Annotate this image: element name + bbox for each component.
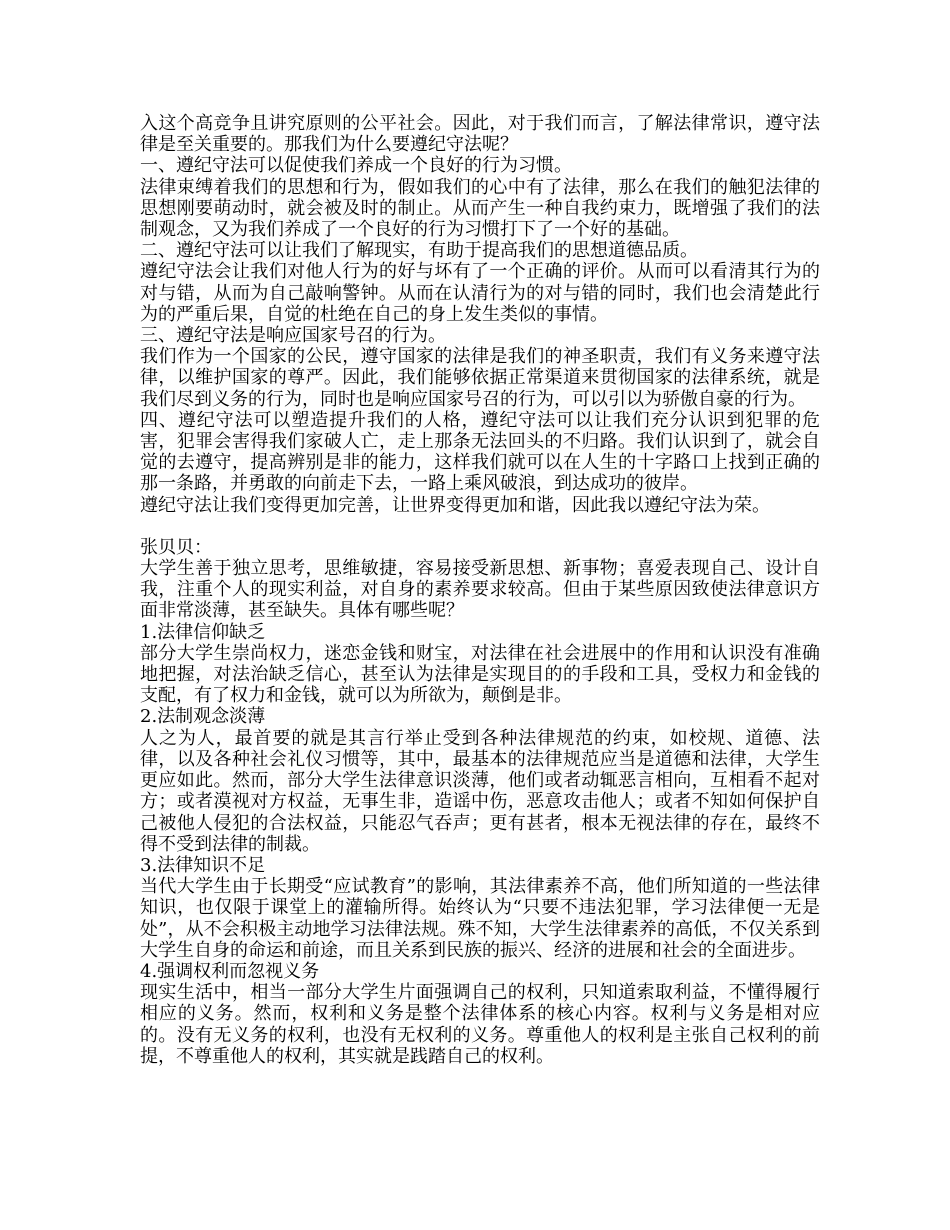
section-body-1: 法律束缚着我们的思想和行为，假如我们的心中有了法律，那么在我们的触犯法律的思想刚要萌动时，就会被及时的制止。从而产生一种自我约束力，既增强了我们的法制观念，又为我们养成了一个良好的行为习惯打下了一个好的基础。 [140, 176, 820, 241]
section-heading-3: 三、遵纪守法是响应国家号召的行为。 [140, 325, 446, 347]
section-4-paragraph: 四、遵纪守法可以塑造提升我们的人格，遵纪守法可以让我们充分认识到犯罪的危害，犯罪会害得我们家破人亡，走上那条无法回头的不归路。我们认识到了，就会自觉的去遵守，提高辨别是非的能力，这样我们就可以在人生的十字路口上找到正确的那一条路，并勇敢的向前走下去，一路上乘风破浪，到达成功的彼岸。 [140, 409, 820, 495]
point-body-4: 现实生活中，相当一部分大学生片面强调自己的权利，只知道索取利益，不懂得履行相应的义务。然而，权利和义务是整个法律体系的核心内容。权利与义务是相对应的。没有无义务的权利，也没有无权利的义务。尊重他人的权利是主张自己权利的前提，不尊重他人的权利，其实就是践踏自己的权利。 [140, 982, 820, 1067]
point-heading-1: 1.法律信仰缺乏 [140, 621, 266, 643]
intro-paragraph: 入这个高竞争且讲究原则的公平社会。因此，对于我们而言，了解法律常识，遵守法律是至关重要的。那我们为什么要遵纪守法呢？ [140, 113, 820, 156]
point-heading-4: 4.强调权利而忽视义务 [140, 960, 320, 982]
author-intro-paragraph: 大学生善于独立思考，思维敏捷，容易接受新思想、新事物；喜爱表现自己、设计自我，注重个人的现实利益，对自身的素养要求较高。但由于某些原因致使法律意识方面非常淡薄，甚至缺失。具体有哪些呢？ [140, 558, 820, 622]
section-heading-1: 一、遵纪守法可以促使我们养成一个良好的行为习惯。 [140, 155, 572, 177]
point-heading-2: 2.法制观念淡薄 [140, 706, 266, 728]
section-heading-2: 二、遵纪守法可以让我们了解现实，有助于提高我们的思想道德品质。 [140, 240, 698, 262]
section-body-2: 遵纪守法会让我们对他人行为的好与坏有了一个正确的评价。从而可以看清其行为的对与错，从而为自己敲响警钟。从而在认清行为的对与错的同时，我们也会清楚此行为的严重后果，自觉的杜绝在自己的身上发生类似的事情。 [140, 261, 820, 325]
conclusion-paragraph: 遵纪守法让我们变得更加完善，让世界变得更加和谐，因此我以遵纪守法为荣。 [140, 494, 770, 516]
document-body [140, 113, 820, 1067]
author-heading: 张贝贝： [140, 536, 212, 558]
point-body-1: 部分大学生崇尚权力，迷恋金钱和财宝，对法律在社会进展中的作用和认识没有准确地把握，对法治缺乏信心，甚至认为法律是实现目的的手段和工具，受权力和金钱的支配，有了权力和金钱，就可以为所欲为，颠倒是非。 [140, 642, 820, 707]
point-body-2: 人之为人，最首要的就是其言行举止受到各种法律规范的约束，如校规、道德、法律，以及各种社会礼仪习惯等，其中，最基本的法律规范应当是道德和法律，大学生更应如此。然而，部分大学生法律意识淡薄，他们或者动辄恶言相向，互相看不起对方；或者漠视对方权益，无事生非，造谣中伤，恶意攻击他人；或者不知如何保护自己被他人侵犯的合法权益，只能忍气吞声；更有甚者，根本无视法律的存在，最终不得不受到法律的制裁。 [140, 727, 820, 855]
point-heading-3: 3.法律知识不足 [140, 854, 266, 876]
blank-line [140, 516, 820, 537]
point-body-3: 当代大学生由于长期受“应试教育”的影响，其法律素养不高，他们所知道的一些法律知识，也仅限于课堂上的灌输所得。始终认为“只要不违法犯罪，学习法律便一无是处”，从不会积极主动地学习法律法规。殊不知，大学生法律素养的高低，不仅关系到大学生自身的命运和前途，而且关系到民族的振兴、经济的进展和社会的全面进步。 [140, 876, 820, 961]
section-body-3: 我们作为一个国家的公民，遵守国家的法律是我们的神圣职责，我们有义务来遵守法律，以维护国家的尊严。因此，我们能够依据正常渠道来贯彻国家的法律系统，就是我们尽到义务的行为，同时也是响应国家号召的行为，可以引以为骄傲自豪的行为。 [140, 346, 820, 410]
